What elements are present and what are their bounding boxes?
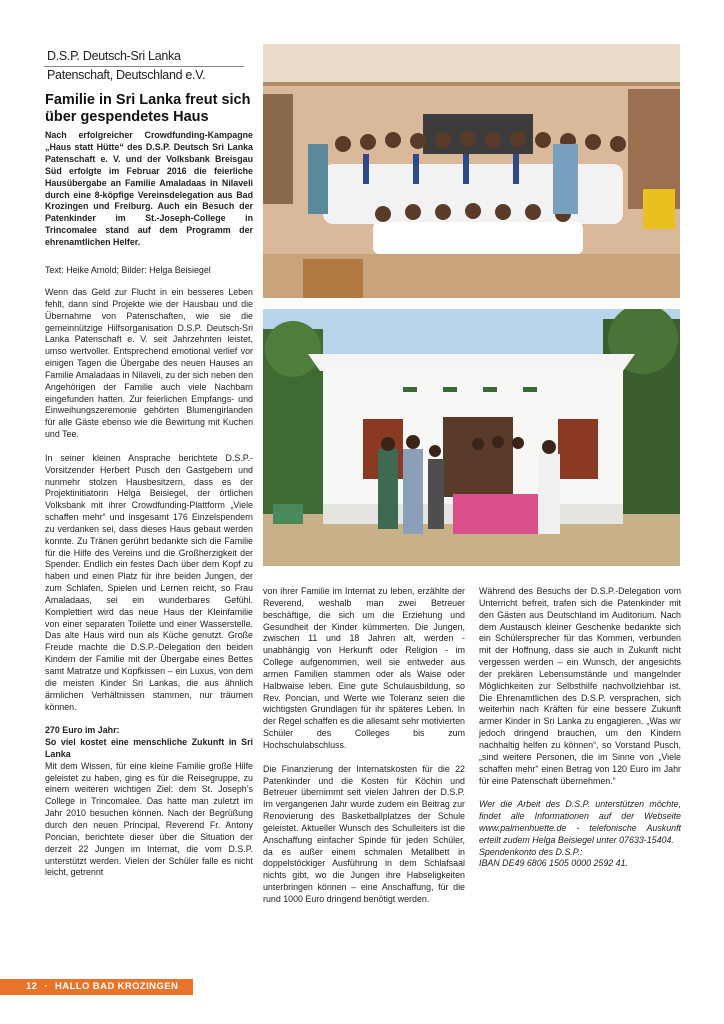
group-photo-auditorium [263, 44, 680, 298]
headline-line2: über gespendetes Haus [45, 109, 209, 125]
col1-paragraph-3: Mit dem Wissen, für eine kleine Familie große Hilfe geleistet zu haben, ging es für die Reisegruppe, zu einem weiteren wichtigen Ziel: dem St. Joseph’s College in Trincomalee. Das hatte man zuletzt im Jahr 2010 besuchen können. Nach der Begrüßung durch den neuen Principal, Reverend Fr. Antony Poncian, berichtete dieser über die Situation der derzeit 22 Jungen im Internat, die vom D.S.P. unterstützt werden. Vielen der Schüler falle es nicht leicht, getrennt [45, 760, 253, 878]
group-photo-image [263, 44, 680, 298]
house-photo-image [263, 309, 680, 566]
col2-paragraph-1: von ihrer Familie im Internat zu leben, erzählte der Reverend, weshalb man zwei Betreuer beschäftige, die sich um die Erziehung und Gesundheit der Kinder kümmerten. Die Jungen, zwischen 11 und 18 Jahren alt, werden - unabhängig von Herkunft oder Religion - im College aufgenommen, weil sie entweder aus armen Familien stammen oder als Waise oder Halbwaise leben. Eine gute Schulausbildung, so Rev. Poncian, und Werte wie Toleranz seien die wichtigsten Grundlagen für ihr späteres Leben. In der Regel schaffen es die allesamt sehr motivierten Schüler des Colleges bis zum Hochschulabschluss. [263, 586, 465, 750]
col3-paragraph-1: Während des Besuchs der D.S.P.-Delegation vom Unterricht befreit, trafen sich die Patenkinder mit den Gästen aus Deutschland im Auditorium. Nach dem Austausch kleiner Geschenke bedankte sich ein Schülersprecher für das Kommen, verbunden mit der Hoffnung, dass sie auch in Zukunft nicht vergessen werden – ein Wunsch, der angesichts der prekären Lebensumstände und mangelnder Möglichkeiten zur Selbsthilfe nachvollziehbar ist. Die Ehrenamtlichen des D.S.P. versprachen, sich weiterhin nach Kräften für eine bessere Zukunft armer Kinder in Sri Lanka zu engagieren. „Was wir jedoch dringend brauchen, um den Kindern nachhaltig helfen zu können“, so Vorstand Pusch, „sind weitere Personen, die im Sinne von „Viele schaffen mehr“ einen Betrag von 120 Euro im Jahr für eine Patenschaft übernehmen.“ [479, 586, 681, 786]
col2-paragraph-2: Die Finanzierung der Internatskosten für die 22 Patenkinder und die Kosten für Köchin und Betreuer übernimmt seit vielen Jahren der D.S.P. Im vergangenen Jahr wurde zudem ein Beitrag zur Renovierung des Basketballplatzes der Schule geleistet. Aktueller Wunsch des Schulleiters ist die Anschaffung einfacher Spinde für jeden Schüler, da es außer einem schmalen Metallbett in doppelstöckiger Ausführung in dem Schlafsaal nichts gibt, wo die Jungen ihre Habseligkeiten unterbringen können – eine Anschaffung, für die rund 1000 Euro dringend benötigt werden. [263, 763, 465, 904]
column-1 [45, 287, 253, 879]
column-3 [479, 586, 681, 870]
column-2 [263, 586, 465, 906]
subheading-line1: 270 Euro im Jahr: [45, 725, 120, 736]
article-lead: Nach erfolgreicher Crowdfunding-Kampagne „Haus statt Hütte“ des D.S.P. Deutsch Sri Lanka Patenschaft e. V. und der Volksbank Breisgau Süd erfolgte im Februar 2016 die feierliche Hausübergabe an Familie Amaladaas in Nilaveli durch eine 8-köpfige Vereinsdelegation aus Bad Krozingen und Freiburg. Auch ein Besuch der Patenkinder im St.-Joseph-College in Trincomalee stand auf dem Programm der ehrenamtlichen Helfer. [45, 130, 253, 248]
page-number: 12 [26, 981, 38, 992]
subheading-line2: So viel kostet eine menschliche Zukunft in Sri Lanka [45, 737, 253, 759]
subheading [45, 725, 253, 761]
org-name-line2: Patenschaft, Deutschland e.V. [47, 68, 206, 82]
footer-bar [0, 979, 193, 995]
col3-account-label: Spendenkonto des D.S.P.: [479, 846, 583, 857]
col3-info-paragraph: Wer die Arbeit des D.S.P. unterstützen möchte, findet alle Informationen auf der Webseite www.palmenhuette.de - telefonische Auskunft erteilt zudem Helga Beisiegel unter 07633-15404. [479, 799, 681, 845]
header-divider [44, 66, 244, 67]
house-photo [263, 309, 680, 566]
footer-separator: · [44, 981, 48, 992]
photo-credit: Text: Heike Arnold; Bilder: Helga Beisiegel [45, 265, 211, 275]
col1-paragraph-1: Wenn das Geld zur Flucht in ein besseres Leben fehlt, dann sind Projekte wie der Hausbau und die Übernahme von Patenschaften, wie sie die gemeinnützige Hilfsorganisation D.S.P. Deutsch-Sri Lanka Patenschaft e. V. seit Jahrzehnten leistet, umso wertvoller. Entsprechend emotional verlief vor einigen Tagen die Übergabe des neuen Hauses an Familie Amaladaas in Nilaveli, zu der sich neben den Angehörigen der Familie auch viele Nachbarn eingefunden hatten. Zur feierlichen Empfangs- und Einweihungszeremonie gehörten Blumengirlanden für alle Gäste ebenso wie die Bewirtung mit Kuchen und Tee. [45, 287, 253, 440]
publication-name: HALLO BAD KROZINGEN [55, 981, 179, 992]
article-headline [45, 92, 255, 126]
col1-paragraph-2: In seiner kleinen Ansprache berichtete D.S.P.-Vorsitzender Herbert Pusch den Gastgebern und nunmehr stolzen Hausbesitzern, dass es der Projektinitiatorin Helga Beisiegel, der örtlichen Volksbank mit ihrer Crowdfunding-Plattform „Viele schaffen mehr“ und insgesamt 176 Einzelspendern zu verdanken sei, dass dieses Haus gebaut werden konnte. Zu Tränen gerührt bedankte sich die Familie für die Hilfe des Vereins und die Großherzigkeit der Spender. Endlich ein festes Dach über dem Kopf zu haben und einen Platz für ihre beiden Jungen, der zum Schlafen, Spielen und Lernen reicht, so Frau Amaladaas, sei ein wunderbares Gefühl. Komplettiert wird das neue Haus der Kleinfamilie von einer separaten Toilette und einer Wasserstelle. Das alte Haus wird nun als Küche genutzt. Große Freude machte die D.S.P.-Delegation den beiden Kindern der Familie mit der Übergabe eines Bettes samt Matratze und Kopfkissen – ein Luxus, von dem die meisten Kinder Sri Lankas, die aus ähnlich ärmlichen Verhältnissen stammen, nur träumen können. [45, 452, 253, 712]
headline-line1: Familie in Sri Lanka freut sich [45, 92, 251, 108]
org-name-line1: D.S.P. Deutsch-Sri Lanka [47, 49, 181, 63]
col3-iban: IBAN DE49 6806 1505 0000 2592 41. [479, 858, 629, 869]
